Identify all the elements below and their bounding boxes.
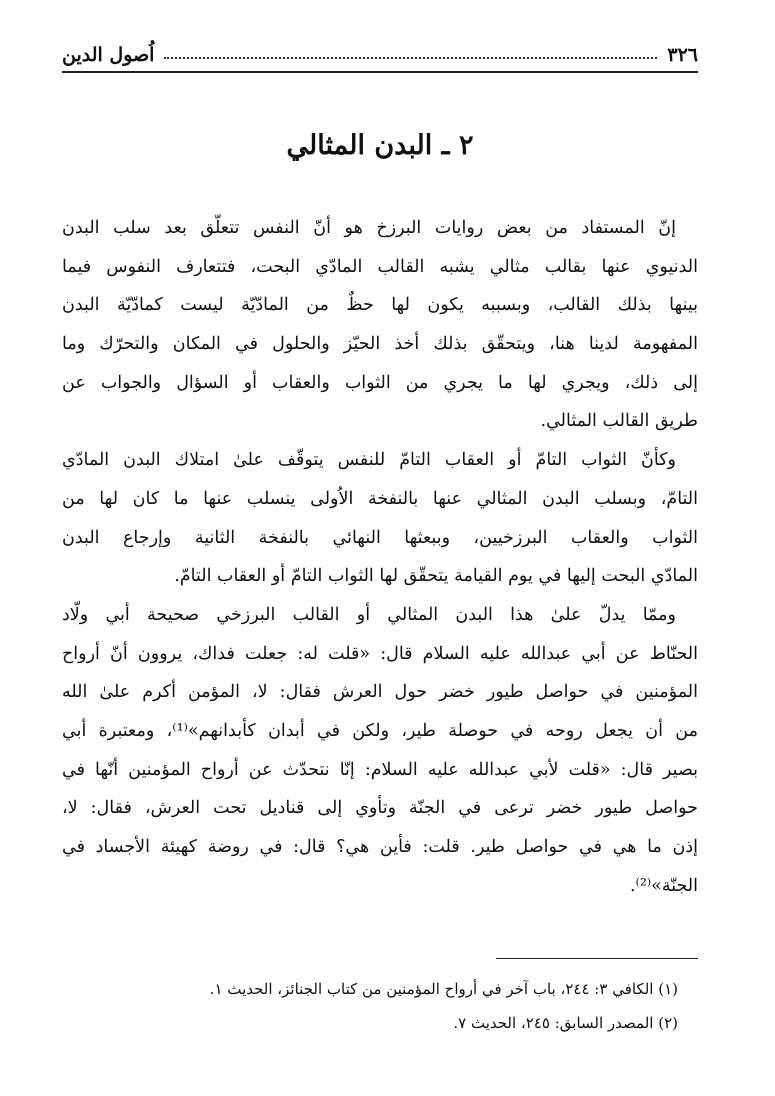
- paragraph-line: بينها بذلك القالب، وبسببه يكون لها حظٌ من المادّيّة ليست كمادّيّة البدن: [62, 295, 698, 316]
- paragraph-line: الثواب والعقاب البرزخيين، وببعثها النهائي بالنفخة الثانية وإرجاع البدن: [62, 527, 698, 548]
- header-rule: [62, 71, 698, 73]
- body-text: [62, 209, 698, 905]
- footnote: (١) الكافي ٣: ٢٤٤، باب آخر في أرواح المؤمنين من كتاب الجنائز، الحديث ١.: [209, 980, 678, 998]
- header-dot-leader: [164, 57, 657, 59]
- paragraph-line: الدنيوي عنها بقالب مثالي يشبه القالب المادّي البحت، فتتعارف النفوس فيما: [62, 256, 698, 277]
- paragraph-line: وممّا يدلّ علىٰ هذا البدن المثالي أو القالب البرزخي صحيحة أبي ولّاد: [62, 604, 676, 625]
- paragraph-line: من أن يجعل روحه في حوصلة طير، ولكن في أبدان كأبدانهم»⁽¹⁾، ومعتبرة أبي: [62, 720, 698, 741]
- page-number: ٣٢٦: [667, 44, 698, 66]
- paragraph-line: حواصل طيور خضر ترعى في الجنّة وتأوي إلى قناديل تحت العرش، فقال: لا،: [62, 798, 698, 819]
- paragraph-line: بصير قال: «قلت لأبي عبدالله عليه السلام: إنّا نتحدّث عن أرواح المؤمنين أنّها في: [62, 759, 698, 780]
- paragraph-line: إذن ما هي في حواصل طير. قلت: فأين هي؟ قال: في روضة كهيئة الأجساد في: [62, 837, 698, 857]
- paragraph-line: المؤمنين في حواصل طيور خضر حول العرش فقال: لا، المؤمن أكرم علىٰ الله: [62, 682, 698, 703]
- paragraph-line: المادّي البحت إليها في يوم القيامة يتحقّق لها الثواب التامّ أو العقاب التامّ.: [174, 566, 698, 587]
- paragraph-line: الحنّاط عن أبي عبدالله عليه السلام قال: «قلت له: جعلت فداك، يروون أنّ أرواح: [62, 643, 698, 664]
- paragraph-line: إلى ذلك، ويجري لها ما يجري من الثواب والعقاب أو السؤال والجواب عن: [62, 372, 698, 393]
- paragraph-line: الجنّة»⁽²⁾.: [629, 875, 698, 896]
- footnote-rule: [496, 958, 698, 959]
- footnotes: [62, 972, 678, 1040]
- paragraph-line: التامّ، وبسلب البدن المثالي عنها بالنفخة الاُولى ينسلب عنها ما كان لها من: [62, 488, 698, 509]
- paragraph-line: طريق القالب المثالي.: [540, 411, 698, 432]
- paragraph-line: المفهومة لدينا هنا، ويتحقّق بذلك أخذ الحيّز والحلول في المكان والتحرّك وما: [62, 334, 698, 355]
- paragraph-line: إنّ المستفاد من بعض روايات البرزخ هو أنّ النفس تتعلّق بعد سلب البدن: [62, 218, 676, 238]
- running-header: [62, 32, 698, 66]
- book-title: اُصول الدين: [62, 44, 155, 66]
- section-title: ٢ ـ البدن المثالي: [286, 130, 474, 161]
- paragraph-line: وكأنّ الثواب التامّ أو العقاب التامّ للنفس يتوقّف علىٰ امتلاك البدن المادّي: [62, 450, 676, 471]
- footnote: (٢) المصدر السابق: ٢٤٥، الحديث ٧.: [453, 1014, 678, 1032]
